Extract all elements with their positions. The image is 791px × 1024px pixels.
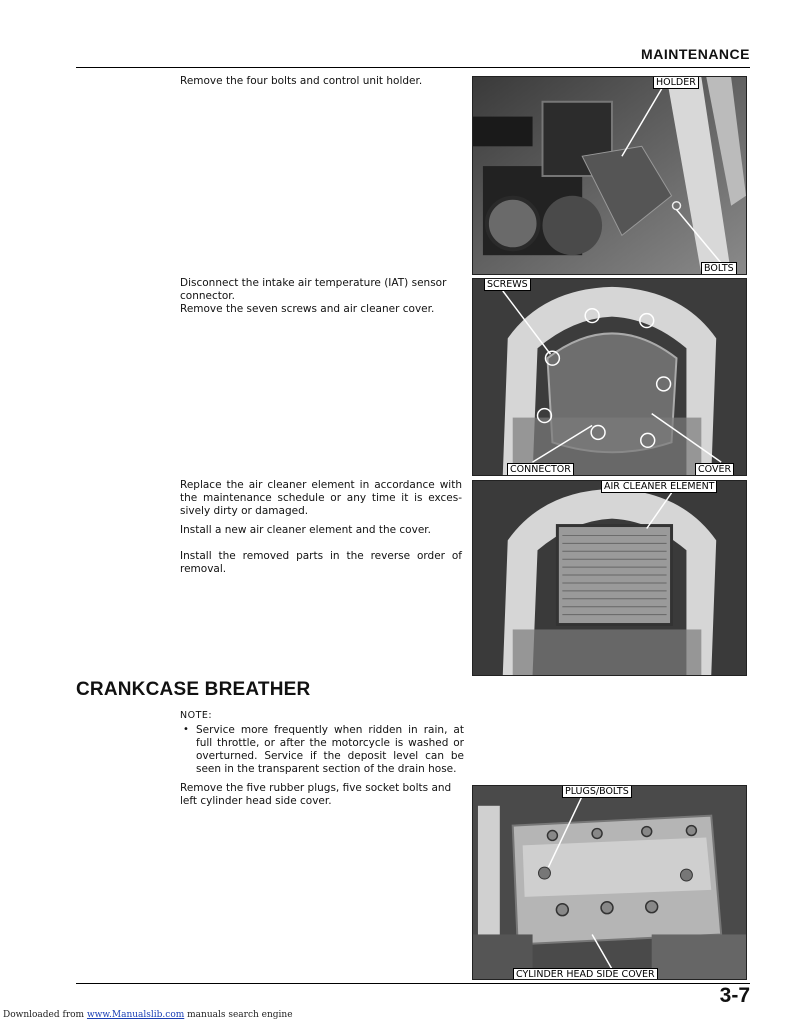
photo-air-cleaner-element [472, 480, 747, 676]
footer-rule [76, 983, 750, 984]
download-footer [3, 1010, 293, 1020]
callout-cover: COVER [695, 463, 734, 476]
step-install-element: Install a new air cleaner element and the cover. [180, 524, 431, 536]
photo-element-illustration [473, 481, 746, 675]
step-remove-holder: Remove the four bolts and control unit holder. [180, 75, 423, 87]
callout-holder: HOLDER [653, 76, 699, 89]
note-bullet: • [183, 724, 189, 735]
callout-screws: SCREWS [484, 278, 531, 291]
footer-suffix: manuals search engine [184, 1010, 293, 1020]
section-heading: CRANKCASE BREATHER [76, 679, 311, 700]
callout-air-cleaner-element: AIR CLEANER ELEMENT [601, 480, 717, 493]
step-disconnect-iat: Disconnect the intake air temperature (IAT) sensor connector. Remove the seven screws and air cleaner cover. [180, 277, 447, 315]
step-install-parts: Install the removed parts in the reverse order of removal. [180, 550, 462, 575]
photo-cover-illustration [473, 279, 746, 475]
callout-bolts: BOLTS [701, 262, 737, 275]
callout-cylinder-head-side-cover: CYLINDER HEAD SIDE COVER [513, 968, 658, 980]
header-rule [76, 67, 750, 68]
footer-prefix: Downloaded from [3, 1010, 87, 1020]
callout-connector: CONNECTOR [507, 463, 574, 476]
step-replace-element: Replace the air cleaner element in accordance with the maintenance schedule or any time it is exces-sively dirty or damaged. [180, 479, 462, 517]
note-item: Service more frequently when ridden in rain, at full throttle, or after the motorcycle is washed or overturned. Service if the deposit level can be seen in the transparent section of the drain hose. [196, 724, 464, 775]
photo-holder-illustration [473, 77, 746, 274]
photo-cylinder-illustration [473, 786, 746, 979]
photo-control-unit-holder [472, 76, 747, 275]
section-label: MAINTENANCE [641, 46, 750, 62]
page-number: 3-7 [719, 984, 750, 1007]
photo-air-cleaner-cover [472, 278, 747, 476]
step-remove-plugs: Remove the five rubber plugs, five socket bolts and left cylinder head side cover. [180, 782, 452, 807]
callout-plugs-bolts: PLUGS/BOLTS [562, 785, 632, 798]
photo-cylinder-head-cover [472, 785, 747, 980]
manualslib-link[interactable]: www.Manualslib.com [86, 1010, 185, 1020]
note-label: NOTE: [180, 710, 213, 721]
